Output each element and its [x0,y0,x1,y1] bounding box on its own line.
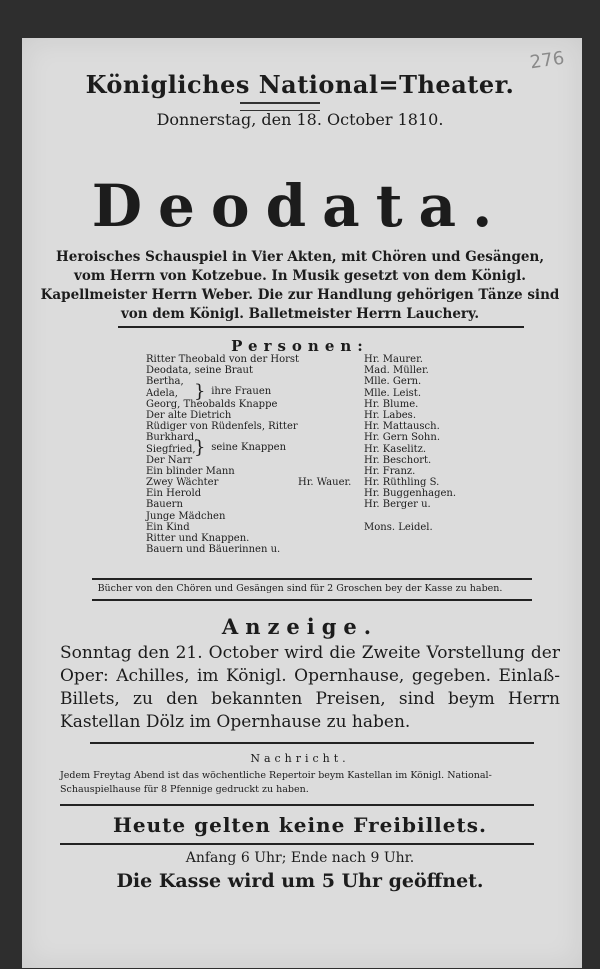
divider-rule [92,599,532,601]
cast-role: Siegfried, [146,443,196,455]
divider-rule [90,742,534,744]
performance-time: Anfang 6 Uhr; Ende nach 9 Uhr. [185,850,415,866]
cast-actor: Mlle. Leist. [364,387,421,399]
cast-row [146,533,466,544]
cast-actor: Hr. Blume. [364,398,419,410]
catalog-number: 276 [528,47,566,74]
cast-row [146,410,466,421]
cast-role: Ritter und Knappen. [146,533,250,544]
books-note: Bücher von den Chören und Gesängen sind für 2 Groschen bey der Kasse zu haben. [97,583,503,594]
cast-extra-actor: Hr. Wauer. [298,477,352,489]
cast-row [146,522,466,533]
cast-role: Bauern und Bäuerinnen u. [146,544,281,556]
cast-heading: Personen: [231,337,369,355]
cast-actor: Mons. Leidel. [364,521,433,533]
freibillets-notice: Heute gelten keine Freibillets. [113,813,487,837]
cast-role: Bertha, [146,376,184,388]
cast-row [146,488,466,499]
divider-rule [60,843,534,845]
cast-row [146,421,466,432]
cast-row [146,477,466,488]
cast-actor: Hr. Kaselitz. [364,443,427,455]
cast-role: Bauern [146,499,183,511]
brace-ihre-frauen: } ihre Frauen [194,381,272,403]
cast-list [146,354,466,555]
play-description: Heroisches Schauspiel in Vier Akten, mit Chören und Gesängen, vom Herrn von Kotzebue. In Musik gesetzt von dem Königl. Kapellmeister Herrn Weber. Die zur Handlung gehörigen Tänze sind von dem Königl. Balletmeister Herrn Lauchery. [40,249,560,322]
nachricht-body: Jedem Freytag Abend ist das wöchentliche Repertoir beym Kastellan im Königl. National-Schauspielhause für 8 Pfennige gedruckt zu haben. [60,770,492,795]
theater-title: Königliches National=Theater. [85,70,515,99]
cast-actor: Hr. Labes. [364,409,416,421]
cast-actor: Hr. Maurer. [364,354,423,365]
cast-actor: Hr. Mattausch. [364,421,440,433]
cast-actor: Hr. Gern Sohn. [364,432,440,444]
cast-actor: Mad. Müller. [364,365,429,377]
cast-actor: Hr. Buggenhagen. [364,488,457,500]
cast-role: Der Narr [146,454,193,466]
cast-actor: Hr. Franz. [364,465,416,477]
cast-role: Ein Herold [146,488,202,500]
brace-seine-knappen: } seine Knappen [194,437,287,459]
box-office-notice: Die Kasse wird um 5 Uhr geöffnet. [116,870,484,892]
cast-row [146,511,466,522]
divider-rule [60,804,534,806]
cast-actor: Hr. Beschort. [364,454,432,466]
nachricht-heading: Nachricht. [250,752,350,765]
cast-role: Deodata, seine Braut [146,365,253,377]
cast-role: Burkhard, [146,432,198,444]
cast-row [146,499,466,510]
cast-role: Ein blinder Mann [146,465,235,477]
cast-role: Rüdiger von Rüdenfels, Ritter [146,421,298,433]
divider-rule [118,326,524,328]
cast-role: Ritter Theobald von der Horst [146,354,300,365]
performance-date: Donnerstag, den 18. October 1810. [156,110,444,129]
cast-row [146,365,466,376]
cast-role: Junge Mädchen [146,510,226,522]
divider-rule [92,578,532,580]
anzeige-body: Sonntag den 21. October wird die Zweite Vorstellung der Oper: Achilles, im Königl. Opernhause, gegeben. Einlaß-Billets, zu den bekannten Preisen, sind beym Herrn Kastellan Dölz im Opernhause zu haben. [60,643,560,732]
cast-role: Georg, Theobalds Knappe [146,398,278,410]
cast-actor: Hr. Rüthling S. [364,477,440,489]
cast-row [146,466,466,477]
cast-role: Ein Kind [146,521,190,533]
cast-row [146,544,466,555]
cast-actor: Mlle. Gern. [364,376,422,388]
cast-role: Adela, [146,387,178,399]
cast-role: Zwey Wächter [146,477,219,489]
cast-actor: Hr. Berger u. [364,499,431,511]
cast-row [146,354,466,365]
anzeige-heading: Anzeige. [221,614,379,639]
play-title: Deodata. [91,172,509,240]
cast-role: Der alte Dietrich [146,409,232,421]
